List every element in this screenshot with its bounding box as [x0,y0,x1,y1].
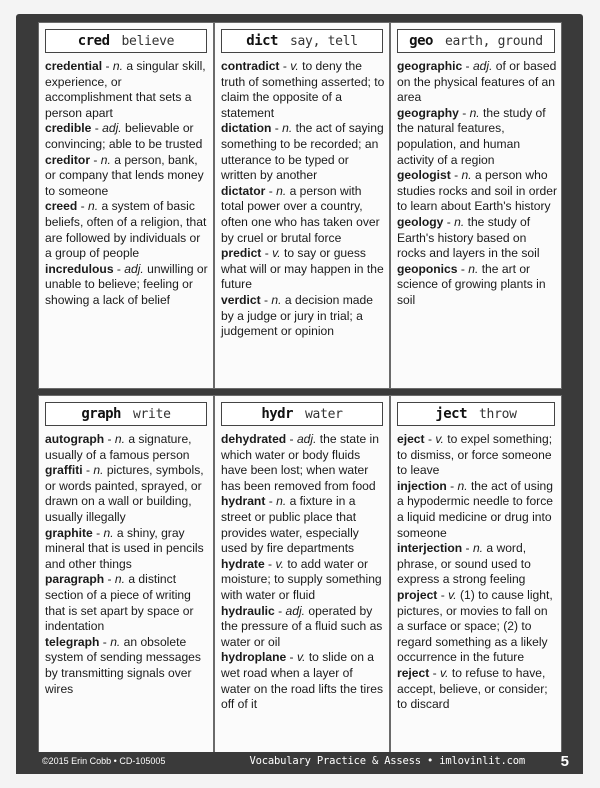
separator: - [104,572,115,587]
root-meaning: earth, ground [444,34,543,49]
definition-text: the study of Earth's history based on rocks and layers in the soil [397,214,540,261]
separator: - [286,432,297,446]
definition-entry [221,246,385,293]
definition-entry [397,432,557,479]
part-of-speech: v. [448,587,457,602]
definition-text: a person who studies rocks and soil in order to learn about Earth's history [397,168,557,214]
definition-entry [221,293,385,340]
vocab-term: creditor [45,152,91,167]
root-card-dict [214,22,390,389]
definition-text: believable or convincing; able to be trusted [45,121,203,151]
card-header [221,402,383,426]
separator: - [446,478,458,493]
separator: - [90,152,101,167]
part-of-speech: adj. [102,121,122,136]
definition-list [397,59,557,309]
vocab-term: geographic [397,59,463,73]
definition-entry [45,432,209,463]
part-of-speech: n. [454,214,465,229]
vocab-term: predict [221,246,262,261]
definition-entry [221,557,385,604]
worksheet-page [16,14,583,774]
card-header [397,29,555,53]
definition-text: to say or guess what will or may happen in the future [221,246,384,292]
definition-list [221,59,385,340]
definition-entry [45,572,209,634]
part-of-speech: n. [114,432,125,446]
part-of-speech: n. [276,183,287,198]
part-of-speech: n. [93,463,104,478]
root-meaning: water [305,407,343,422]
definition-entry [45,59,209,121]
definition-text: to slide on a wet road when a layer of water on the road lifts the tires off of it [221,650,384,712]
separator: - [265,183,277,198]
definition-text: a fixture in a street or public place that provides water, especially used by fire departments [221,494,359,556]
definition-text: the study of the natural features, population, and human activity of a region [397,105,546,167]
root-word: graph [81,406,121,422]
separator: - [457,261,469,276]
card-header [45,402,207,426]
part-of-speech: adj. [296,432,317,446]
definition-text: a distinct section of a piece of writing that is set apart by space or indentation [45,572,194,634]
separator: - [274,603,286,618]
definition-entry [397,262,557,309]
separator: - [424,432,436,446]
vocab-term: project [397,587,438,602]
definition-text: (1) to cause light, pictures, or movies to fall on a surface or space; (2) to regard something as a likely occurrence in the future [397,587,553,665]
vocab-term: interjection [397,541,463,556]
definition-entry [221,604,385,651]
separator: - [82,463,94,478]
separator: - [271,121,283,136]
separator: - [458,105,470,120]
vocab-term: dehydrated [221,432,287,446]
definition-text: the state in which water or body fluids have been lost; when water has been removed from food [221,432,379,493]
vocab-term: hydrant [221,494,266,509]
separator: - [99,634,111,649]
vocab-term: verdict [221,292,261,307]
part-of-speech: v. [440,665,449,680]
definition-text: a person, bank, or company that lends money to someone [45,152,204,198]
part-of-speech: n. [282,121,293,136]
vocab-term: eject [397,432,425,446]
root-card-geo [390,22,562,389]
vocab-term: hydrate [221,556,265,571]
vocab-term: autograph [45,432,105,446]
definition-text: the act of using a hypodermic needle to force a liquid medicine or drug into someone [397,478,553,540]
definition-text: of or based on the physical features of an area [397,59,557,105]
definition-entry [397,588,557,666]
vocab-term: graphite [45,525,93,540]
definition-entry [45,526,209,573]
part-of-speech: n. [461,168,472,183]
root-meaning: throw [479,407,517,422]
copyright-text: ©2015 Erin Cobb • CD-105005 [42,756,166,766]
vocab-term: telegraph [45,634,100,649]
root-word: ject [435,406,468,422]
part-of-speech: adj. [285,603,306,618]
vocab-term: geoponics [397,261,458,276]
definition-entry [221,650,385,712]
part-of-speech: v. [272,246,281,261]
definition-text: operated by the pressure of a fluid such as water or oil [221,603,383,649]
card-header [45,29,207,53]
separator: - [265,494,277,509]
vocab-term: credential [45,59,103,73]
root-word: cred [77,33,110,49]
definition-text: to expel something; to dismiss, or force someone to leave [397,432,553,478]
definition-entry [45,262,209,309]
separator: - [102,59,113,73]
separator: - [286,650,297,665]
vocab-term: geography [397,105,459,120]
definition-text: a word, phrase, or sound used to express a strong feeling [397,541,531,587]
part-of-speech: n. [114,572,125,587]
definition-text: the art or science of growing plants in soil [397,261,546,307]
separator: - [113,261,125,276]
definition-entry [45,121,209,152]
definition-text: unwilling or unable to believe; feeling or showing a lack of belief [45,261,208,307]
page-footer [16,752,583,774]
part-of-speech: n. [103,525,114,540]
vocab-term: contradict [221,59,280,73]
part-of-speech: v. [275,556,284,571]
vocab-term: reject [397,665,430,680]
part-of-speech: n. [100,152,111,167]
definition-entry [397,106,557,168]
definition-text: a decision made by a judge or jury in trial; a judgement or opinion [221,292,373,339]
root-meaning: write [133,407,171,422]
part-of-speech: v. [290,59,299,73]
separator: - [450,168,462,183]
part-of-speech: n. [457,478,468,493]
definition-text: a system of basic beliefs, often of a religion, that are followed by individuals or a group of people [45,199,207,261]
root-meaning: believe [121,34,175,49]
part-of-speech: n. [472,541,484,556]
separator: - [104,432,115,446]
definition-entry [397,541,557,588]
root-word: geo [409,33,433,49]
vocab-term: creed [45,199,78,214]
vocab-term: incredulous [45,261,114,276]
separator: - [260,292,272,307]
separator: - [279,59,291,73]
vocab-term: credible [45,121,92,136]
definition-entry [397,168,557,215]
separator: - [77,199,89,214]
definition-entry [221,184,385,246]
definition-entry [397,666,557,713]
root-card-cred [38,22,214,389]
vocab-term: dictator [221,183,266,198]
definition-entry [397,215,557,262]
vocab-term: injection [397,478,447,493]
separator: - [462,541,473,556]
part-of-speech: n. [88,199,99,214]
separator: - [437,587,449,602]
card-grid [38,22,562,758]
separator: - [91,121,103,136]
card-header [221,29,383,53]
root-card-graph [38,395,214,758]
definition-list [397,432,557,713]
definition-entry [397,479,557,541]
separator: - [92,525,104,540]
root-word: dict [246,33,278,49]
root-word: hydr [261,406,294,422]
part-of-speech: n. [112,59,123,73]
definition-list [45,59,209,309]
definition-text: to refuse to have, accept, believe, or consider; to discard [397,665,548,712]
definition-text: to add water or moisture; to supply something with water or fluid [221,556,382,602]
definition-entry [45,153,209,200]
part-of-speech: n. [468,261,479,276]
definition-text: a singular skill, experience, or accomplishment that sets a person apart [45,59,206,120]
part-of-speech: adj. [124,261,144,276]
page-number: 5 [560,753,569,770]
separator: - [462,59,473,73]
definition-text: a shiny, gray mineral that is used in pencils and other things [45,525,204,571]
vocab-term: geologist [397,168,451,183]
part-of-speech: v. [435,432,444,446]
definition-entry [221,121,385,183]
vocab-term: graffiti [45,463,83,478]
vocab-term: paragraph [45,572,105,587]
separator: - [261,246,273,261]
definition-text: pictures, symbols, or words painted, sprayed, or drawn on a wall or building, usually illegally [45,463,204,524]
definition-entry [397,59,557,106]
vocab-term: hydroplane [221,650,287,665]
definition-entry [221,59,385,121]
definition-entry [221,432,385,494]
separator: - [429,665,441,680]
definition-text: a signature, usually of a famous person [45,432,192,462]
card-header [397,402,555,426]
definition-entry [221,494,385,556]
definition-list [221,432,385,713]
separator: - [264,556,276,571]
definition-text: the act of saying something to be recorded; an utterance to be typed or written by another [221,121,384,183]
part-of-speech: n. [110,634,121,649]
definition-list [45,432,209,697]
part-of-speech: n. [271,292,282,307]
part-of-speech: n. [469,105,480,120]
definition-text: an obsolete system of sending messages by transmitting signals over wires [45,634,201,696]
definition-text: a person with total power over a country, often one who has taken over by cruel or brutal force [221,183,380,245]
definition-entry [45,463,209,525]
definition-text: to deny the truth of something asserted; to claim the opposite of a statement [221,59,385,120]
part-of-speech: adj. [472,59,493,73]
vocab-term: geology [397,214,444,229]
definition-entry [45,199,209,261]
part-of-speech: n. [276,494,287,509]
root-card-hydr [214,395,390,758]
root-card-ject [390,395,562,758]
separator: - [443,214,455,229]
root-meaning: say, tell [289,34,358,49]
vocab-term: hydraulic [221,603,275,618]
series-title: Vocabulary Practice & Assess • imlovinlit.com [249,755,525,767]
vocab-term: dictation [221,121,272,136]
definition-entry [45,635,209,697]
part-of-speech: v. [296,650,306,665]
